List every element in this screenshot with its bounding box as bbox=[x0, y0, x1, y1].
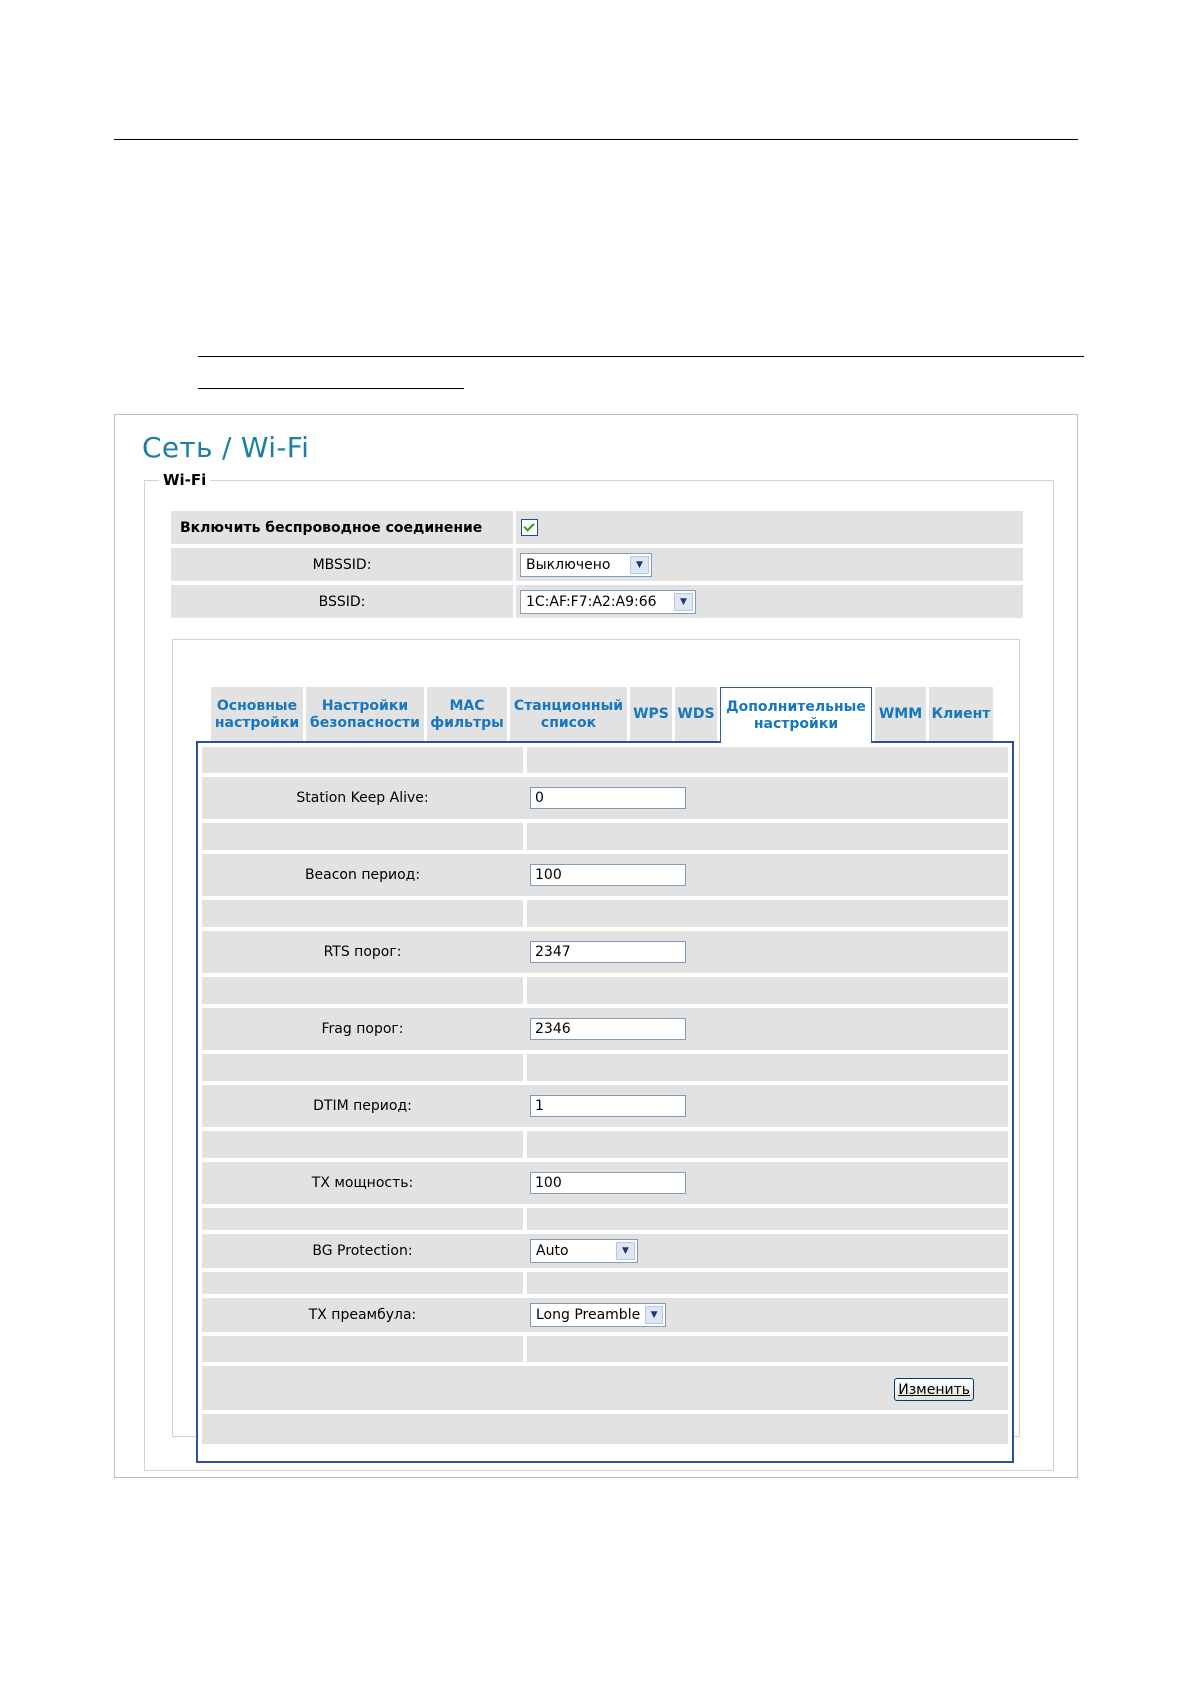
rts-threshold-row bbox=[202, 931, 1008, 973]
tab-mac-filters[interactable]: MAC фильтры bbox=[427, 687, 507, 742]
text-line-rule-short bbox=[198, 388, 464, 389]
tx-power-input[interactable]: 100 bbox=[530, 1172, 686, 1194]
chevron-down-icon[interactable]: ▼ bbox=[630, 556, 649, 574]
tab-station-list[interactable]: Станционный список bbox=[510, 687, 627, 742]
bg-protection-label: BG Protection: bbox=[312, 1243, 413, 1259]
enable-wireless-label: Включить беспроводное соединение bbox=[171, 511, 513, 544]
tx-preamble-select[interactable] bbox=[530, 1303, 666, 1327]
tx-preamble-row bbox=[202, 1298, 1008, 1332]
change-button[interactable]: Изменить bbox=[894, 1378, 974, 1401]
tx-preamble-select-value: Long Preamble bbox=[536, 1307, 641, 1323]
enable-wireless-checkbox[interactable] bbox=[521, 519, 538, 536]
bssid-row bbox=[171, 585, 1023, 618]
bg-protection-row bbox=[202, 1234, 1008, 1268]
tx-power-row bbox=[202, 1162, 1008, 1204]
frag-threshold-row bbox=[202, 1008, 1008, 1050]
tab-basic-settings[interactable]: Основные настройки bbox=[211, 687, 303, 742]
station-keep-alive-label: Station Keep Alive: bbox=[296, 790, 429, 806]
chevron-down-icon[interactable]: ▼ bbox=[645, 1306, 663, 1324]
rts-threshold-input[interactable]: 2347 bbox=[530, 941, 686, 963]
station-keep-alive-row bbox=[202, 777, 1008, 819]
enable-wireless-row bbox=[171, 511, 1023, 544]
beacon-period-input[interactable]: 100 bbox=[530, 864, 686, 886]
station-keep-alive-input[interactable]: 0 bbox=[530, 787, 686, 809]
advanced-settings-panel bbox=[196, 741, 1014, 1463]
top-rule bbox=[114, 139, 1078, 140]
tab-client[interactable]: Клиент bbox=[929, 687, 993, 742]
bg-protection-select-value: Auto bbox=[536, 1243, 569, 1259]
dtim-period-label: DTIM период: bbox=[313, 1098, 412, 1114]
mbssid-row bbox=[171, 548, 1023, 581]
frag-threshold-label: Frag порог: bbox=[321, 1021, 404, 1037]
page-title: Сеть / Wi-Fi bbox=[142, 431, 310, 464]
dtim-period-input[interactable]: 1 bbox=[530, 1095, 686, 1117]
tab-wps[interactable]: WPS bbox=[630, 687, 672, 742]
tx-preamble-label: TX преамбула: bbox=[308, 1307, 417, 1323]
bssid-select[interactable] bbox=[520, 590, 696, 614]
bg-protection-select[interactable] bbox=[530, 1239, 638, 1263]
bssid-label: BSSID: bbox=[171, 585, 513, 618]
frag-threshold-input[interactable]: 2346 bbox=[530, 1018, 686, 1040]
tab-bar bbox=[211, 687, 1081, 749]
actions-row bbox=[202, 1366, 1008, 1410]
beacon-period-row bbox=[202, 854, 1008, 896]
dtim-period-row bbox=[202, 1085, 1008, 1127]
screenshot-frame bbox=[114, 414, 1078, 1478]
chevron-down-icon[interactable]: ▼ bbox=[616, 1242, 635, 1260]
text-line-rule bbox=[198, 356, 1084, 357]
tx-power-label: TX мощность: bbox=[311, 1175, 414, 1191]
beacon-period-label: Beacon период: bbox=[304, 867, 421, 883]
tab-advanced-settings[interactable]: Дополнительные настройки bbox=[720, 687, 872, 743]
wifi-legend: Wi-Fi bbox=[163, 471, 207, 489]
tab-wds[interactable]: WDS bbox=[675, 687, 717, 742]
mbssid-select[interactable] bbox=[520, 553, 652, 577]
rts-threshold-label: RTS порог: bbox=[323, 944, 402, 960]
bssid-select-value: 1C:AF:F7:A2:A9:66 bbox=[526, 593, 657, 610]
tab-wmm[interactable]: WMM bbox=[875, 687, 926, 742]
mbssid-select-value: Выключено bbox=[526, 556, 611, 573]
general-settings-table bbox=[171, 511, 1023, 622]
tab-security-settings[interactable]: Настройки безопасности bbox=[306, 687, 424, 742]
mbssid-label: MBSSID: bbox=[171, 548, 513, 581]
chevron-down-icon[interactable]: ▼ bbox=[674, 593, 693, 611]
